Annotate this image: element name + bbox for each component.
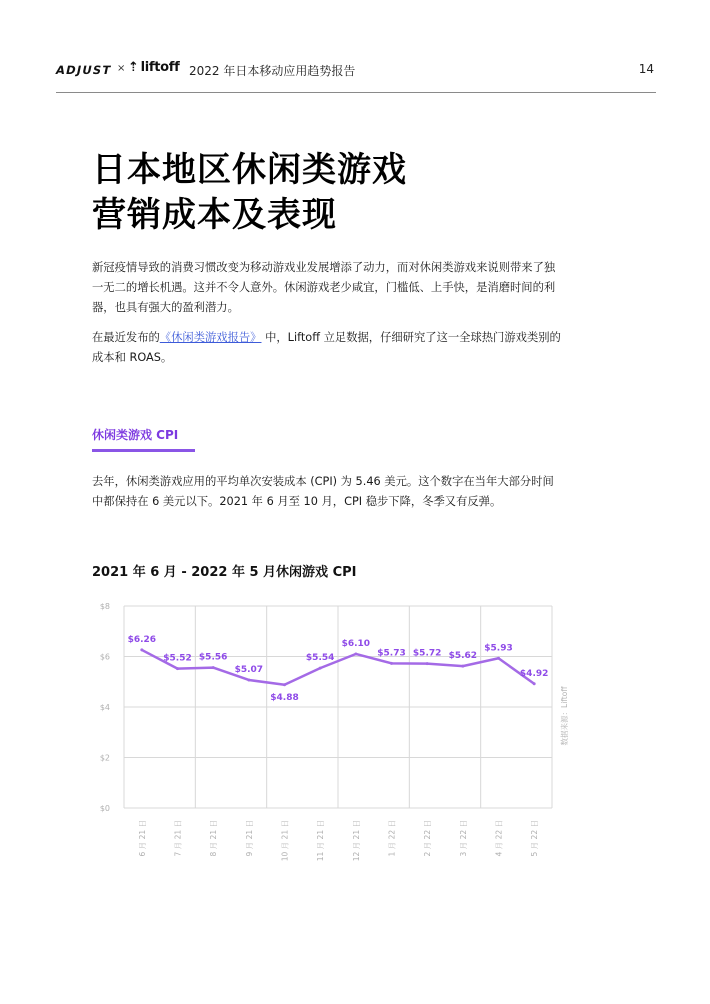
- data-label: $4.88: [270, 692, 299, 703]
- casual-games-report-link[interactable]: 《休闲类游戏报告》: [159, 331, 262, 344]
- y-tick-label: $4: [99, 703, 110, 712]
- data-point: [212, 666, 215, 669]
- adjust-logo-text: ADJUST: [54, 63, 113, 77]
- logo-separator: ×: [117, 63, 126, 74]
- data-label: $5.52: [163, 653, 192, 664]
- data-label: $5.62: [448, 651, 478, 662]
- liftoff-logo-text: liftoff: [140, 60, 180, 75]
- x-tick-label: 5 月 22 日: [530, 820, 540, 857]
- data-point: [140, 648, 143, 651]
- data-label: $4.92: [519, 668, 549, 679]
- y-tick-label: $8: [99, 602, 110, 611]
- data-label: $5.07: [234, 664, 264, 675]
- x-tick-label: 6 月 21 日: [137, 820, 147, 857]
- data-label: $6.26: [127, 634, 157, 645]
- intro-paragraph-2-end: 中，Liftoff 立足数据，仔细研究了这一全球热门游戏类别的成本和 ROAS。: [92, 331, 561, 364]
- x-tick-label: 3 月 22 日: [458, 820, 468, 857]
- data-label: $5.54: [305, 653, 335, 664]
- y-tick-label: $2: [99, 753, 110, 763]
- data-point: [176, 667, 179, 670]
- source-note: 数据来源：Liftoff: [560, 686, 569, 746]
- data-point: [354, 652, 357, 655]
- data-point: [461, 665, 464, 668]
- section-paragraph: 去年，休闲类游戏应用的平均单次安装成本 (CPI) 为 5.46 美元。这个数字在当年大部分时间中都保持在 6 美元以下。2021 年 6 月至 10 月，CPI 稳步下降，冬季又有反弹。: [92, 475, 554, 508]
- y-tick-label: $6: [99, 652, 110, 662]
- page-title-line-1: 日本地区休闲类游戏: [92, 150, 407, 190]
- intro-paragraph-2-start: 在最近发布的: [92, 331, 160, 344]
- x-tick-label: 11 月 21 日: [316, 820, 326, 862]
- x-tick-label: 9 月 21 日: [244, 820, 254, 857]
- y-tick-label: $0: [99, 804, 110, 813]
- data-point: [497, 657, 500, 660]
- data-point: [319, 667, 322, 670]
- data-label: $6.10: [341, 638, 371, 649]
- section-heading: 休闲类游戏 CPI: [92, 428, 179, 442]
- data-label: $5.56: [198, 652, 228, 663]
- x-tick-label: 2 月 22 日: [423, 820, 433, 857]
- page-title-line-2: 营销成本及表现: [92, 195, 337, 235]
- intro-paragraph-1: 新冠疫情导致的消费习惯改变为移动游戏业发展增添了动力，而对休闲类游戏来说则带来了独一无二的增长机遇。这并不令人意外。休闲游戏老少咸宜，门槛低、上手快，是消磨时间的利器，也具有强大的盈利潜力。: [92, 261, 556, 314]
- report-title: 2022 年日本移动应用趋势报告: [189, 64, 356, 78]
- chart-title: 2021 年 6 月 - 2022 年 5 月休闲游戏 CPI: [92, 565, 357, 580]
- data-point: [283, 683, 286, 686]
- x-tick-label: 8 月 21 日: [209, 820, 219, 857]
- data-label: $5.72: [412, 648, 442, 659]
- x-tick-label: 10 月 21 日: [280, 820, 290, 862]
- rocket-icon: ⇡: [128, 60, 139, 75]
- x-tick-label: 7 月 21 日: [173, 820, 183, 857]
- data-point: [426, 662, 429, 665]
- data-label: $5.73: [377, 648, 406, 659]
- x-tick-label: 12 月 21 日: [351, 820, 361, 862]
- page-number: 14: [638, 62, 654, 76]
- x-tick-label: 4 月 22 日: [494, 820, 504, 857]
- data-point: [533, 682, 536, 685]
- data-label: $5.93: [484, 643, 513, 654]
- data-point: [390, 662, 393, 665]
- data-point: [247, 678, 250, 681]
- x-tick-label: 1 月 22 日: [387, 820, 397, 857]
